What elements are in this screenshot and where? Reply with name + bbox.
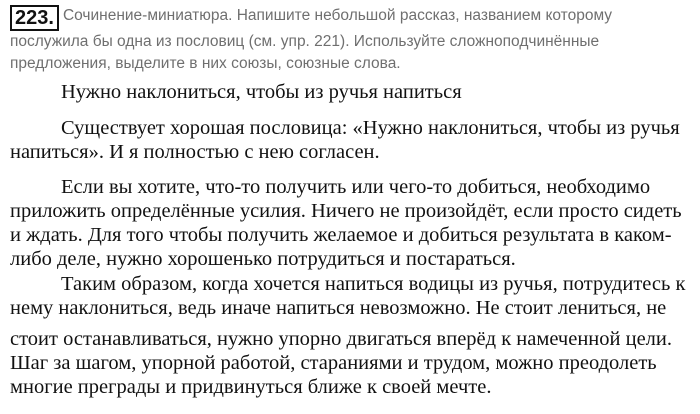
paragraph-2-line-4: либо деле, нужно хорошенько потрудиться и постараться. bbox=[10, 248, 516, 270]
paragraph-1-line-2: напиться». И я полностью с нею согласен. bbox=[10, 141, 380, 163]
paragraph-3-line-5: многие преграды и придвинуться ближе к своей мечте. bbox=[10, 376, 492, 398]
task-instructions bbox=[10, 5, 690, 75]
paragraph-3-line-1: Таким образом, когда хочется напиться водицы из ручья, потрудитесь к bbox=[61, 273, 686, 295]
paragraph-2-line-1: Если вы хотите, что-то получить или чего-то добиться, необходимо bbox=[61, 176, 651, 198]
paragraph-2-line-3: и ждать. Для того чтобы получить желаемое и добиться результата в каком- bbox=[10, 224, 672, 246]
paragraph-1-line-1: Существует хорошая пословица: «Нужно наклониться, чтобы из ручья bbox=[61, 117, 680, 139]
paragraph-2-line-2: приложить определённые усилия. Ничего не произойдёт, если просто сидеть bbox=[10, 200, 682, 222]
exercise-number: 223. bbox=[10, 5, 59, 31]
paragraph-3-line-3: стоит останавливаться, нужно упорно двигаться вперёд к намеченной цели. bbox=[10, 328, 673, 350]
task-line-3: предложения, выделите в них союзы, союзные слова. bbox=[10, 55, 401, 72]
task-line-1: Сочинение-миниатюра. Напишите небольшой рассказ, названием которому bbox=[62, 7, 613, 24]
paragraph-3-line-2: нему наклониться, ведь иначе напиться невозможно. Не стоит лениться, не bbox=[10, 297, 667, 319]
task-line-2: послужила бы одна из пословиц (см. упр. 221). Используйте сложноподчинённые bbox=[10, 33, 600, 50]
essay-title: Нужно наклониться, чтобы из ручья напиться bbox=[61, 81, 462, 103]
paragraph-3-line-4: Шаг за шагом, упорной работой, стараниями и трудом, можно преодолеть bbox=[10, 352, 657, 374]
